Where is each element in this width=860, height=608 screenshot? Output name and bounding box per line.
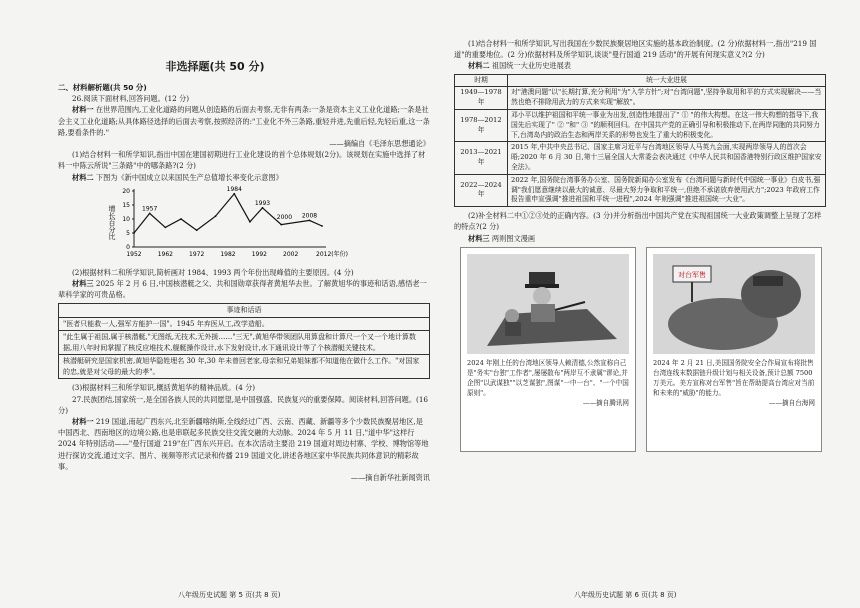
table-row xyxy=(455,87,826,110)
material-label: 材料三 xyxy=(468,233,490,243)
x-tick-label: 1952 xyxy=(126,250,142,258)
data-label: 1993 xyxy=(254,199,271,207)
source-line: ——摘自新华社新闻资讯 xyxy=(350,473,430,483)
q26-sub-2: (2)根据材料二和所学知识,简析画对 1984、1993 两个年份出现峰值的主要原因。(4 分) xyxy=(72,267,354,277)
q27-material-2 xyxy=(454,60,826,71)
q27-sub-1: (1)结合材料一和所学知识,写出我国在少数民族聚居地区实施的基本政治制度。(2 分)依据材料一,指出"219 国道"的重要地位。(2 分)依据材料及所学知识,谈谈"曼行国道 219 活动"的开展有何现实意义?(2 分) xyxy=(454,39,817,60)
deeds-row: "此生属于祖国,属于核潜艇,"无图纸,无技术,无外援……"三无",黄旭华带领团队用算盘和计算尺一个又一个地计算数据,用八年时间掌握了核反应堆技术,舰艇操作设计,水下发射设计,水下通讯设计等了个核潜艇关键技术。 xyxy=(59,331,429,355)
table-cell-progress: 邓小平以维护祖国和平统一事业为出发,创造性地提出了" ① "的伟大构想。在这一伟大构想的指导下,我国先后实现了" ② "和" ③ "的顺利回归。在中国共产党的正确引导和积极推动下,在两岸同胞的共同努力下,台湾岛内的政治生态和两岸关系的形势也发生了重大的积极变化。 xyxy=(508,110,826,142)
line-chart xyxy=(92,185,352,265)
x-tick-label: 1962 xyxy=(157,250,173,258)
material-text: 祖国统一大业历史进展表 xyxy=(491,61,571,71)
page-footer-right: 八年级历史试题 第 6 页(共 8 页) xyxy=(574,591,677,599)
q26-sub-3: (3)根据材料三和所学知识,概括黄旭华的精神品质。(4 分) xyxy=(72,383,256,393)
caption-text: 2024 年 2 月 21 日,美国国务院安全合作局宣布将批售台湾连线末数据链升级计划与相关设备,预计总额 7500 万美元。美方宣称对台军售"旨在帮助提高台湾应对当前和未来的"威胁"的能力。 xyxy=(653,358,815,397)
cartoon-panel xyxy=(454,247,826,453)
x-tick-label: 1972 xyxy=(189,250,205,258)
q26-stem: 26.阅读下面材料,回答问题。(12 分) xyxy=(72,94,190,104)
cartoon-1-image xyxy=(467,254,629,354)
table-row xyxy=(455,110,826,142)
data-point xyxy=(249,221,251,223)
data-point xyxy=(321,225,323,227)
table-cell-progress: 2015 年,中共中央总书记、国家主席习近平与台湾地区领导人马英九会面,实现两岸领导人的首次会晤;2020 年 6 月 30 日,第十三届全国人大常委会表决通过《中华人民共和国香港特别行政区维护国家安全法》。 xyxy=(508,142,826,174)
q27-sub-2: (2)补全材料二中①②③处的正确内容。(3 分)并分析指出中国共产党在实现祖国统一大业政策调整上呈现了怎样的特点?(2 分) xyxy=(454,211,822,232)
table-cell-period: 1978—2012 年 xyxy=(455,110,508,142)
material-label: 材料三 xyxy=(72,279,94,289)
table-row xyxy=(455,174,826,206)
data-label: 1984 xyxy=(226,185,242,193)
source-line: ——摘自腾讯网 xyxy=(582,398,629,407)
material-text: 下图为《新中国成立以来国民生产总值增长率变化示意图》 xyxy=(95,172,283,182)
arms-sale-cartoon-icon xyxy=(653,254,815,354)
data-point xyxy=(233,193,235,195)
data-label: 2008 xyxy=(301,212,318,220)
uncle-sam-cartoon-icon xyxy=(467,254,629,354)
section-heading: 二、材料解析题(共 50 分) xyxy=(58,83,147,92)
table-cell-progress: 2022 年,国务院台湾事务办公室、国务院新闻办公室发布《台湾问题与新时代中国统一事业》白皮书,强调"我们愿意继续以最大的诚意、尽最大努力争取和平统一,但绝不承诺放弃使用武力";2023 年政府工作报告重申宣强调"推进祖国和平统一进程",2024 年则强调"推进祖国统一大业"。 xyxy=(508,174,826,206)
q26-material-3 xyxy=(58,278,430,300)
data-point xyxy=(133,232,135,234)
cartoon-2-caption xyxy=(653,358,815,408)
x-tick-label: 2012(年份) xyxy=(316,250,348,258)
unification-table xyxy=(454,74,826,208)
data-point xyxy=(196,229,198,231)
data-point xyxy=(280,224,282,226)
data-point xyxy=(164,226,166,228)
table-header-cell: 时期 xyxy=(455,74,508,87)
y-axis-label: 增长百分比 xyxy=(108,204,116,240)
data-point xyxy=(180,218,182,220)
data-point xyxy=(149,212,151,214)
y-tick-label: 20 xyxy=(122,187,130,195)
caption-text: 2024 年刚上任的台湾地区领导人赖清德,公然宣称自己是"务实"台独"工作者",屡屡散布"两岸互不隶属"谬论,并企图"以武谋独""以芝谋独",图谋"一中一台"、"一个中国原则"。 xyxy=(467,358,629,397)
deeds-box-title: 事迹和话语 xyxy=(59,304,429,318)
source-line: ——摘编自《毛泽东思想通论》 xyxy=(329,139,430,149)
cartoon-2 xyxy=(646,247,822,452)
table-cell-period: 1949—1978 年 xyxy=(455,87,508,110)
data-point xyxy=(262,207,264,209)
q26-material-1 xyxy=(58,104,430,138)
material-text: 两则图文漫画 xyxy=(491,233,536,243)
material-text: 在世界范围内,工业化道路的问题从创造路的后面去考察,无非有两条:一条是资本主义工业化道路;一条是社会主义工业化道路;从具体路径选择的后面去考察,按照经济的:"工业化不外三条路,重轻并进,先重后轻,先轻后重,这一条路,要看条件的." xyxy=(58,105,430,137)
data-point xyxy=(215,215,217,217)
left-column xyxy=(58,82,430,483)
table-header-row xyxy=(455,74,826,87)
y-tick-label: 10 xyxy=(122,215,130,223)
deeds-row: 核潜艇研究是国家机密,黄旭华隐姓埋名 30 年,30 年未曾回老家,母亲和兄弟姐妹都不知道他在做什么工作。"对国家的忠,就是对父母的最大的孝"。 xyxy=(63,357,420,376)
material-label: 材料一 xyxy=(72,417,94,427)
cartoon-1 xyxy=(460,247,636,452)
deeds-row: "医者只能救一人,强军方能护一国"。1945 年弃医从工,改学造船。 xyxy=(59,318,429,332)
x-tick-label: 2002 xyxy=(283,250,299,258)
table-row xyxy=(455,142,826,174)
sign-text: 对台军售 xyxy=(678,270,706,279)
material-text: 219 国道,南起广西东兴,北至新疆喀纳斯,全线经过广西、云南、西藏、新疆等多个少数民族聚居地区,是中国西北、西南地区的边境公路,也是串联起多民族交往交流交融的大动脉。2024 年 5 月 11 日,"道中华"这样行 2024 年特别活动——"曼行国道 219"在广西东兴开启。在本次活动主要沿 219 国道对周边村寨、学校、博物馆等地进行探访交流,通过文字、图片、视频等形式记录和传播 219 国道文化,讲述各地区家中华民族共同体意识的精彩故事。 xyxy=(58,417,429,471)
table-cell-period: 2013—2021 年 xyxy=(455,142,508,174)
q26-material-2 xyxy=(58,172,430,183)
y-tick-label: 5 xyxy=(126,229,130,237)
data-label: 1957 xyxy=(142,205,158,213)
material-label: 材料二 xyxy=(468,61,490,71)
material-label: 材料二 xyxy=(72,172,94,182)
table-cell-progress: 对"港澳问题"以"长期打算,充分利用"为"入学方针";对"台湾问题",坚持争取用和平的方式实现解决——当然也绝不排除用武力的方式来实现"解放"。 xyxy=(508,87,826,110)
page-footer-left: 八年级历史试题 第 5 页(共 8 页) xyxy=(178,591,281,599)
cartoon-1-caption xyxy=(467,358,629,408)
table-header-cell: 统一大业进展 xyxy=(508,74,826,87)
x-tick-label: 1992 xyxy=(251,250,267,258)
q27-material-1 xyxy=(58,416,430,472)
source-line: ——摘自台海网 xyxy=(768,398,815,407)
q26-sub-1: (1)结合材料一和所学知识,指出中国在建国初期进行工业化建设的首个总体规划(2分)。该规划在实施中选择了材料一中陈云所说"三条路"中的哪条路?(2 分) xyxy=(58,150,426,171)
data-label: 2000 xyxy=(276,213,293,221)
y-tick-label: 15 xyxy=(122,201,130,209)
y-tick-label: 0 xyxy=(126,243,130,251)
q27-stem: 27.民族团结,国家统一,是全国各族人民的共同愿望,是中国强盛、民族复兴的重要保障。阅读材料,回答问题。(16 分) xyxy=(58,394,428,415)
series-line xyxy=(134,194,322,233)
data-point xyxy=(309,219,311,221)
x-tick-label: 1982 xyxy=(220,250,236,258)
table-cell-period: 2022—2024 年 xyxy=(455,174,508,206)
material-text: 2025 年 2 月 6 日,中国核潜艇之父、共和国勋章获得者黄旭华去世。了解黄旭华的事迹和话语,感悟老一辈科学家的可贵品格。 xyxy=(58,279,427,300)
right-column xyxy=(454,38,826,453)
cartoon-2-image xyxy=(653,254,815,354)
page-title: 非选择题(共 50 分) xyxy=(165,60,265,73)
material-label: 材料一 xyxy=(72,105,94,115)
q27-material-3 xyxy=(454,233,826,244)
deeds-box xyxy=(58,303,430,379)
gdp-growth-chart xyxy=(92,185,352,265)
